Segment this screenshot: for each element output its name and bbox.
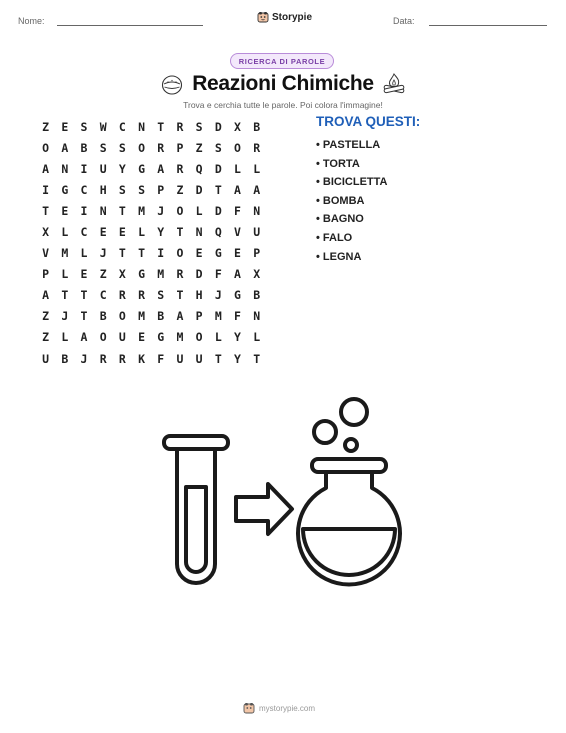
grid-letter: T	[157, 119, 165, 134]
grid-letter: M	[61, 246, 69, 261]
grid-letter: M	[157, 267, 165, 282]
grid-letter: E	[234, 246, 241, 261]
grid-letter: T	[42, 203, 50, 218]
date-line	[429, 25, 547, 26]
grid-letter: A	[80, 330, 88, 345]
grid-letter: M	[138, 203, 145, 218]
word-item: • TORTA	[316, 157, 360, 170]
grid-letter: T	[214, 182, 222, 197]
grid-letter: L	[195, 203, 203, 218]
grid-letter: O	[99, 330, 107, 345]
grid-letter: R	[253, 140, 261, 155]
grid-letter: S	[118, 140, 126, 155]
grid-letter: B	[99, 309, 107, 324]
grid-letter: M	[176, 330, 184, 345]
grid-letter: I	[80, 161, 88, 176]
word-search-grid	[36, 116, 266, 369]
grid-letter: Y	[118, 161, 126, 176]
grid-letter: U	[118, 330, 126, 345]
grid-letter: A	[253, 182, 261, 197]
grid-letter: I	[80, 203, 88, 218]
grid-letter: T	[118, 203, 126, 218]
grid-letter: L	[61, 225, 69, 240]
grid-letter: T	[253, 351, 261, 366]
grid-letter: J	[157, 203, 165, 218]
grid-letter: T	[61, 288, 69, 303]
grid-letter: Q	[195, 161, 203, 176]
grid-letter: O	[176, 203, 184, 218]
grid-letter: S	[99, 140, 107, 155]
grid-letter: R	[176, 161, 184, 176]
grid-letter: C	[80, 182, 88, 197]
grid-letter: S	[214, 140, 222, 155]
grid-letter: U	[253, 225, 261, 240]
grid-letter: R	[118, 288, 126, 303]
grid-letter: Z	[195, 140, 203, 155]
grid-letter: A	[157, 161, 165, 176]
grid-letter: H	[195, 288, 203, 303]
grid-letter: Y	[157, 225, 165, 240]
grid-letter: S	[138, 182, 145, 197]
grid-letter: E	[99, 225, 107, 240]
grid-letter: D	[195, 182, 203, 197]
grid-letter: C	[80, 225, 88, 240]
logo-text: Storypie	[272, 11, 313, 23]
grid-letter: C	[99, 288, 107, 303]
find-these-heading: TROVA QUESTI:	[316, 114, 421, 129]
grid-letter: L	[253, 161, 261, 176]
grid-letter: X	[42, 225, 50, 240]
grid-letter: R	[138, 288, 145, 303]
grid-letter: R	[176, 119, 184, 134]
grid-letter: R	[157, 140, 165, 155]
grid-letter: G	[61, 182, 69, 197]
grid-letter: L	[61, 330, 69, 345]
grid-letter: Z	[99, 267, 107, 282]
grid-letter: U	[195, 351, 203, 366]
category-badge: RICERCA DI PAROLE	[230, 53, 334, 69]
grid-letter: C	[118, 119, 126, 134]
grid-letter: D	[195, 267, 203, 282]
grid-letter: J	[61, 309, 69, 324]
grid-letter: A	[234, 267, 241, 282]
grid-letter: U	[42, 351, 50, 366]
grid-letter: L	[138, 225, 145, 240]
name-label: Nome:	[18, 16, 45, 26]
word-item: • BOMBA	[316, 194, 365, 207]
word-list	[316, 136, 387, 266]
grid-letter: T	[176, 225, 184, 240]
grid-letter: P	[195, 309, 203, 324]
grid-letter: N	[195, 225, 203, 240]
grid-letter: P	[157, 182, 165, 197]
grid-letter: N	[253, 309, 261, 324]
grid-letter: D	[214, 203, 222, 218]
grid-letter: I	[157, 246, 165, 261]
grid-letter: T	[214, 351, 222, 366]
grid-letter: A	[176, 309, 184, 324]
grid-letter: W	[99, 119, 107, 134]
grid-letter: L	[214, 330, 222, 345]
grid-letter: N	[138, 119, 145, 134]
grid-letter: R	[176, 267, 184, 282]
grid-letter: L	[80, 246, 88, 261]
grid-letter: J	[80, 351, 88, 366]
grid-letter: X	[253, 267, 261, 282]
word-item: • PASTELLA	[316, 139, 381, 151]
grid-letter: S	[118, 182, 126, 197]
grid-letter: B	[61, 351, 69, 366]
instructions: Trova e cerchia tutte le parole. Poi colora l'immagine!	[183, 100, 383, 110]
word-item: • BAGNO	[316, 213, 364, 226]
page-title: Reazioni Chimiche	[192, 72, 374, 95]
test-tube-rim-icon	[164, 436, 228, 449]
grid-letter: T	[118, 246, 126, 261]
flask-rim-icon	[312, 459, 386, 472]
grid-letter: F	[214, 267, 222, 282]
grid-letter: S	[157, 288, 165, 303]
grid-letter: S	[195, 119, 203, 134]
grid-letter: E	[195, 246, 203, 261]
campfire-icon	[381, 72, 407, 96]
grid-letter: L	[234, 161, 241, 176]
flask-liquid-icon	[303, 529, 395, 575]
grid-letter: R	[99, 351, 107, 366]
grid-letter: G	[214, 246, 222, 261]
grid-letter: R	[118, 351, 126, 366]
footer	[243, 702, 315, 714]
grid-letter: N	[61, 161, 69, 176]
grid-letter: V	[234, 225, 241, 240]
grid-letter: G	[138, 267, 145, 282]
grid-letter: G	[138, 161, 145, 176]
grid-letter: A	[42, 288, 50, 303]
grid-letter: E	[61, 203, 69, 218]
test-tube-liquid-icon	[186, 487, 206, 572]
grid-letter: F	[234, 309, 241, 324]
grid-letter: O	[118, 309, 126, 324]
grid-letter: K	[138, 351, 145, 366]
word-item: • BICICLETTA	[316, 176, 388, 189]
grid-letter: F	[157, 351, 165, 366]
name-line	[57, 25, 203, 26]
grid-letter: N	[253, 203, 261, 218]
grid-letter: Q	[214, 225, 222, 240]
grid-letter: M	[214, 309, 222, 324]
grid-letter: J	[214, 288, 222, 303]
grid-letter: T	[138, 246, 145, 261]
grid-letter: E	[80, 267, 88, 282]
grid-letter: Z	[42, 309, 50, 324]
grid-letter: Y	[234, 330, 241, 345]
grid-letter: S	[80, 119, 88, 134]
grid-letter: N	[99, 203, 107, 218]
grid-letter: U	[176, 351, 184, 366]
date-label: Data:	[393, 16, 415, 26]
grid-letter: B	[253, 288, 261, 303]
grid-letter: P	[176, 140, 184, 155]
grid-letter: G	[234, 288, 241, 303]
bubble-icon	[314, 421, 336, 443]
bubble-icon	[341, 399, 367, 425]
grid-letter: E	[138, 330, 145, 345]
grid-letter: O	[234, 140, 241, 155]
grid-letter: U	[99, 161, 107, 176]
grid-letter: Z	[42, 119, 50, 134]
grid-letter: D	[214, 161, 222, 176]
storypie-mascot-icon	[257, 11, 269, 23]
grid-letter: A	[42, 161, 50, 176]
arrow-right-icon	[236, 484, 292, 534]
grid-letter: A	[61, 140, 69, 155]
grid-letter: O	[195, 330, 203, 345]
grid-letter: X	[118, 267, 126, 282]
bubble-icon	[345, 439, 357, 451]
grid-letter: O	[138, 140, 145, 155]
grid-letter: G	[157, 330, 165, 345]
test-tube-icon	[177, 449, 215, 583]
grid-letter: J	[99, 246, 107, 261]
grid-letter: Y	[234, 351, 241, 366]
grid-letter: T	[80, 309, 88, 324]
grid-letter: O	[42, 140, 50, 155]
grid-letter: T	[176, 288, 184, 303]
word-item: • FALO	[316, 231, 353, 244]
grid-letter: B	[157, 309, 165, 324]
storypie-mascot-icon	[243, 702, 255, 714]
grid-letter: I	[42, 182, 50, 197]
grid-letter: B	[80, 140, 88, 155]
grid-letter: E	[61, 119, 69, 134]
grid-letter: X	[234, 119, 241, 134]
test-tube-arrow-flask-illustration	[158, 392, 408, 607]
grid-letter: F	[234, 203, 241, 218]
grid-letter: T	[80, 288, 88, 303]
grid-letter: V	[42, 246, 50, 261]
grid-letter: Z	[176, 182, 184, 197]
word-item: • LEGNA	[316, 250, 362, 263]
grid-letter: E	[118, 225, 126, 240]
grid-letter: A	[234, 182, 241, 197]
grid-letter: L	[61, 267, 69, 282]
grid-letter: P	[42, 267, 50, 282]
grid-letter: B	[253, 119, 261, 134]
grid-letter: D	[214, 119, 222, 134]
grid-letter: M	[138, 309, 145, 324]
grid-letter: P	[253, 246, 261, 261]
grid-letter: Z	[42, 330, 50, 345]
grid-letter: H	[99, 182, 107, 197]
footer-url: mystorypie.com	[259, 703, 316, 713]
grid-letter: O	[176, 246, 184, 261]
grid-letter: L	[253, 330, 261, 345]
storypie-logo	[257, 11, 312, 23]
